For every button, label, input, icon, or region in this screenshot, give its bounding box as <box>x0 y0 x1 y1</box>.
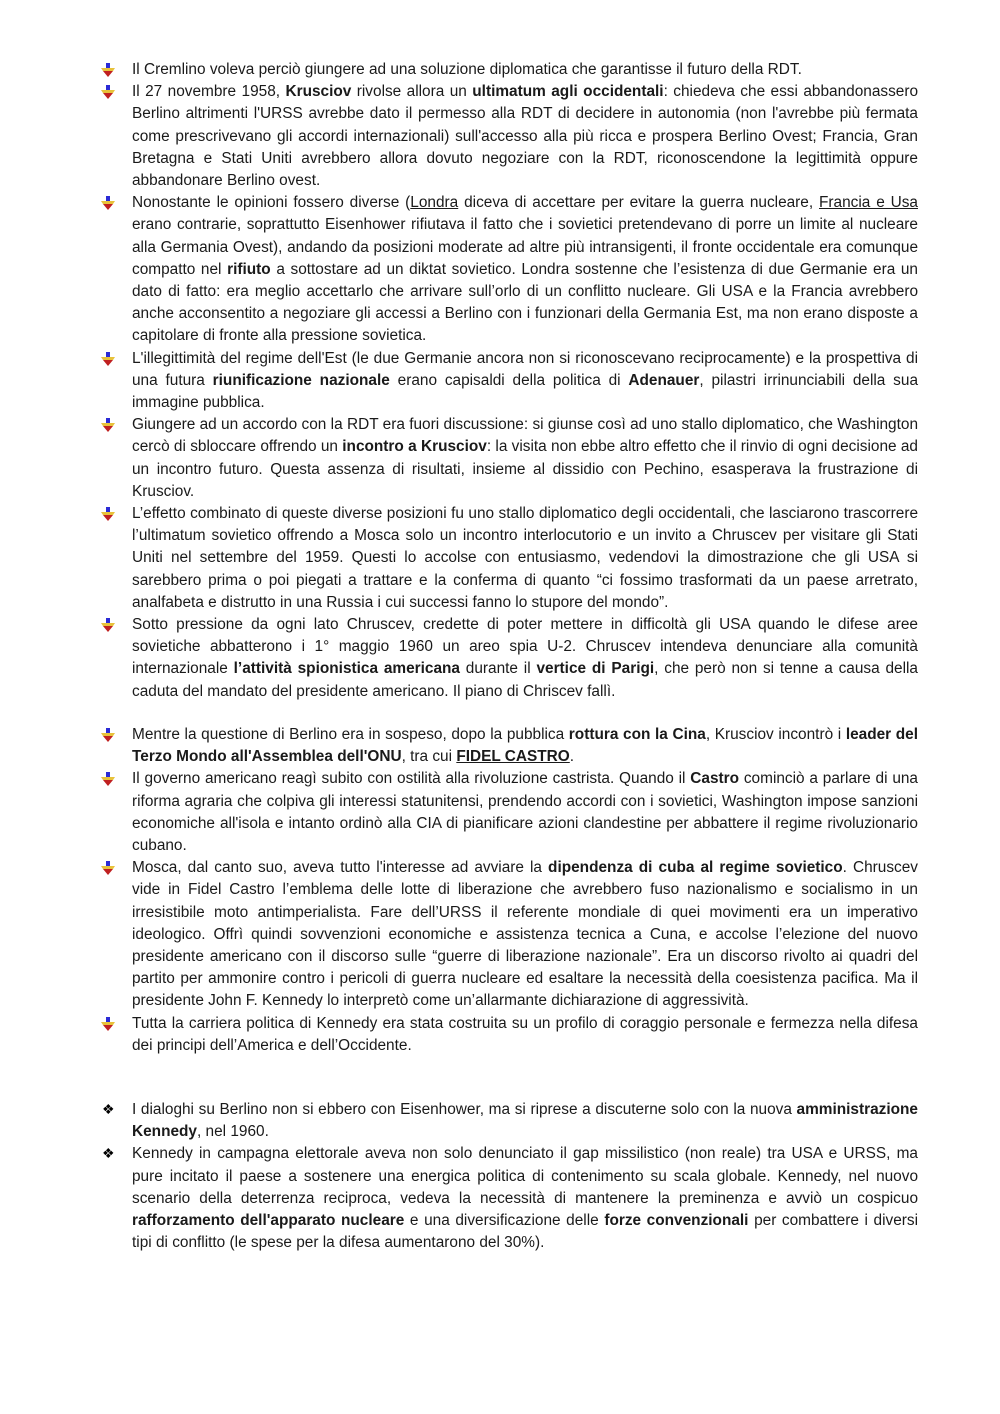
arrow-bullet-icon <box>100 772 116 786</box>
body-text: cominciò a parlare di una riforma agraria che colpiva gli interessi statunitensi, prendendo accordi con i sovietici, Washington impose sanzioni economiche all'isola e intanto ordinò alla CIA di pianificare azioni clandestine per abbattere il regime rivoluzionario cubano. <box>132 770 918 854</box>
diamond-bullet-icon: ❖ <box>102 1145 115 1162</box>
body-text: , che però non si tenne a causa della caduta del mandato del presidente americano. Il piano di Chriscev fallì. <box>132 660 918 700</box>
bold-text: Castro <box>690 770 740 788</box>
arrow-bullet-icon <box>100 861 116 875</box>
body-text: I dialoghi su Berlino non si ebbero con Eisenhower, ma si riprese a discuterne solo con la nuova <box>132 1100 797 1118</box>
bullet-list-cuba <box>100 724 918 1057</box>
arrow-bullet-icon <box>100 618 116 632</box>
bold-text: Adenauer <box>628 371 700 389</box>
list-item <box>100 857 918 1012</box>
body-text: Il governo americano reagì subito con ostilità alla rivoluzione castrista. Quando il <box>132 770 691 788</box>
body-text: , tra cui <box>401 748 457 766</box>
bold-text: riunificazione nazionale <box>212 371 390 389</box>
bold-text: rottura con la Cina <box>568 725 706 743</box>
list-item <box>100 192 918 347</box>
underlined-text: Londra <box>410 194 459 212</box>
body-text: diceva di accettare per evitare la guerra nucleare, <box>458 194 820 212</box>
body-text: Giungere ad un accordo con la RDT era fuori discussione: si giunse così ad uno stallo diplomatico, che Washington cercò di sbloccare offrendo un <box>132 416 918 456</box>
bullet-list-berlin-crisis <box>100 59 918 703</box>
body-text: Kennedy in campagna elettorale aveva non solo denunciato il gap missilistico (non reale) tra USA e URSS, ma pure incitato il paese a sostenere una energica politica di contenimento su scala globale. Kennedy, nel nuovo scenario della deterrenza reciproca, vedeva la necessità di mantenere la preminenza e avviò un cospicuo <box>132 1145 918 1207</box>
arrow-bullet-icon <box>100 85 116 99</box>
list-item <box>100 614 918 703</box>
bold-text: dipendenza di cuba al regime sovietico <box>548 859 843 877</box>
arrow-bullet-icon <box>100 196 116 210</box>
arrow-bullet-icon <box>100 728 116 742</box>
body-text: rivolse allora un <box>351 83 473 101</box>
body-text: Sotto pressione da ogni lato Chruscev, credette di poter mettere in difficoltà gli USA quando le difese aree sovietiche abbatterono i 1° maggio 1960 un areo spia U-2. Chruscev intendeva denunciare alla comunità internazionale <box>132 616 918 678</box>
body-text: erano contrarie, soprattutto Eisenhower rifiutava il fatto che i sovietici pretendevano di porre un limite al nucleare alla Germania Ovest), andando da posizioni moderate ad altre più intransigenti, il fronte occidentale era comunque compatto nel <box>132 216 918 278</box>
body-text: : chiedeva che essi abbandonassero Berlino altrimenti l'URSS avrebbe dato il permesso alla RDT di decidere in autonomia (non l'avrebbe più fermata come prescrivevano gli accordi internazionali) sull'accesso alla più ricca e prospera Berlino Ovest; Francia, Gran Bretagna e Stati Uniti avrebbero allora dovuto negoziare con la RDT, riconoscendone la legittimità oppure abbandonare Berlino ovest. <box>132 83 919 190</box>
underlined-text: Francia e Usa <box>819 194 918 212</box>
body-text: per combattere i diversi tipi di conflitto (le spese per la difesa aumentarono del 30%). <box>132 1211 919 1252</box>
list-item <box>100 503 918 614</box>
list-item <box>100 724 918 768</box>
bold-text: l’attività spionistica americana <box>233 660 460 678</box>
list-item <box>100 348 918 415</box>
arrow-bullet-icon <box>100 1017 116 1031</box>
body-text: Tutta la carriera politica di Kennedy era stata costruita su un profilo di coraggio personale e fermezza nella difesa dei principi dell’America e dell’Occidente. <box>132 1014 918 1054</box>
body-text: : la visita non ebbe altro effetto che il rinvio di ogni decisione ad un incontro futuro. Questa assenza di risultati, insieme al dissidio con Pechino, esasperava la frustrazione di Krusciov. <box>132 438 918 500</box>
bold-text: rafforzamento dell'apparato nucleare <box>132 1211 405 1229</box>
list-item <box>100 1013 918 1057</box>
section-spacer <box>100 703 918 724</box>
bullet-list-kennedy <box>100 1099 918 1254</box>
list-item <box>100 768 918 857</box>
body-text: Mosca, dal canto suo, aveva tutto l'interesse ad avviare la <box>132 859 549 877</box>
body-text: . Chruscev vide in Fidel Castro l’emblema delle lotte di liberazione che avrebbero fuso nazionalismo e socialismo in un irresistibile moto antimperialista. Fare dell’URSS il referente mondiale di quei movimenti era un imperativo ideologico. Offrì quindi sovvenzioni economiche e assistenza tecnica a Cuna, e accolse l’elezione del nuovo presidente americano con il discorso sulle “guerre di liberazione nazionale”. Era un discorso rivolto ai quadri del partito per ammonire contro i pericoli di guerra nucleare ed esaltare la necessità della coesistenza pacifica. Ma il presidente John F. Kennedy lo interpretò come un’allarmante dichiarazione di aggressività. <box>132 859 918 1010</box>
arrow-bullet-icon <box>100 352 116 366</box>
bold-text: rifiuto <box>227 260 271 278</box>
body-text: L’effetto combinato di queste diverse posizioni fu uno stallo diplomatico degli occidentali, che lasciarono trascorrere l’ultimatum sovietico offrendo a Mosca solo un incontro interlocutorio e un invito a Chruscev per visitare gli Stati Uniti nel settembre del 1959. Questi lo accolse con entusiasmo, vedendovi la dimostrazione che gli USA si sarebbero prima o poi piegati a trattare e la conferma di quanto “ci fossimo trasformati da un paese arretrato, analfabeta e distrutto in una Russia i cui successi fanno lo stupore del mondo”. <box>132 505 918 611</box>
body-text: durante il <box>459 660 537 678</box>
bold-text: Krusciov <box>285 83 352 101</box>
diamond-bullet-icon: ❖ <box>102 1100 115 1117</box>
body-text: a sottostare ad un diktat sovietico. Londra sostenne che l’esistenza di due Germanie era un dato di fatto: era meglio accettarlo che arrivare sull’orlo di un conflitto nucleare. Gli USA e la Francia avrebbero anche acconsentito a negoziare gli accessi a Berlino con i funzionari della Germania Est, ma non erano disposte a capitolare di fronte alla pressione sovietica. <box>132 260 918 345</box>
body-text: e una diversificazione delle <box>404 1211 605 1229</box>
bold-text: leader del Terzo Mondo all'Assemblea dell'ONU <box>132 725 919 766</box>
body-text: Il Cremlino voleva perciò giungere ad una soluzione diplomatica che garantisse il futuro della RDT. <box>132 61 802 78</box>
body-text: Mentre la questione di Berlino era in sospeso, dopo la pubblica <box>132 725 569 743</box>
bold-text: forze convenzionali <box>604 1211 749 1229</box>
body-text: Nonostante le opinioni fossero diverse ( <box>132 194 411 212</box>
bold-text: incontro a Krusciov <box>342 438 487 456</box>
list-item <box>100 414 918 503</box>
arrow-bullet-icon <box>100 507 116 521</box>
body-text: erano capisaldi della politica di <box>389 371 629 389</box>
list-item <box>100 1099 918 1143</box>
list-item <box>100 59 918 81</box>
arrow-bullet-icon <box>100 418 116 432</box>
bold-text: ultimatum agli occidentali <box>472 83 664 101</box>
body-text: , nel 1960. <box>197 1123 269 1141</box>
document-page <box>100 59 918 1254</box>
body-text: Il 27 novembre 1958, <box>132 83 286 101</box>
list-item <box>100 81 918 192</box>
body-text: . <box>569 748 575 766</box>
body-text: , Krusciov incontrò i <box>705 725 846 743</box>
section-spacer <box>100 1057 918 1099</box>
bold-text: amministrazione Kennedy <box>132 1100 918 1141</box>
body-text: , pilastri irrinunciabili della sua immagine pubblica. <box>132 371 918 412</box>
bold-text: vertice di Parigi <box>536 660 655 678</box>
emphasis-text: FIDEL CASTRO <box>456 748 570 766</box>
arrow-bullet-icon <box>100 63 116 77</box>
body-text: L'illegittimità del regime dell'Est (le due Germanie ancora non si riconoscevano reciprocamente) e la prospettiva di una futura <box>132 349 918 389</box>
list-item <box>100 1143 918 1254</box>
